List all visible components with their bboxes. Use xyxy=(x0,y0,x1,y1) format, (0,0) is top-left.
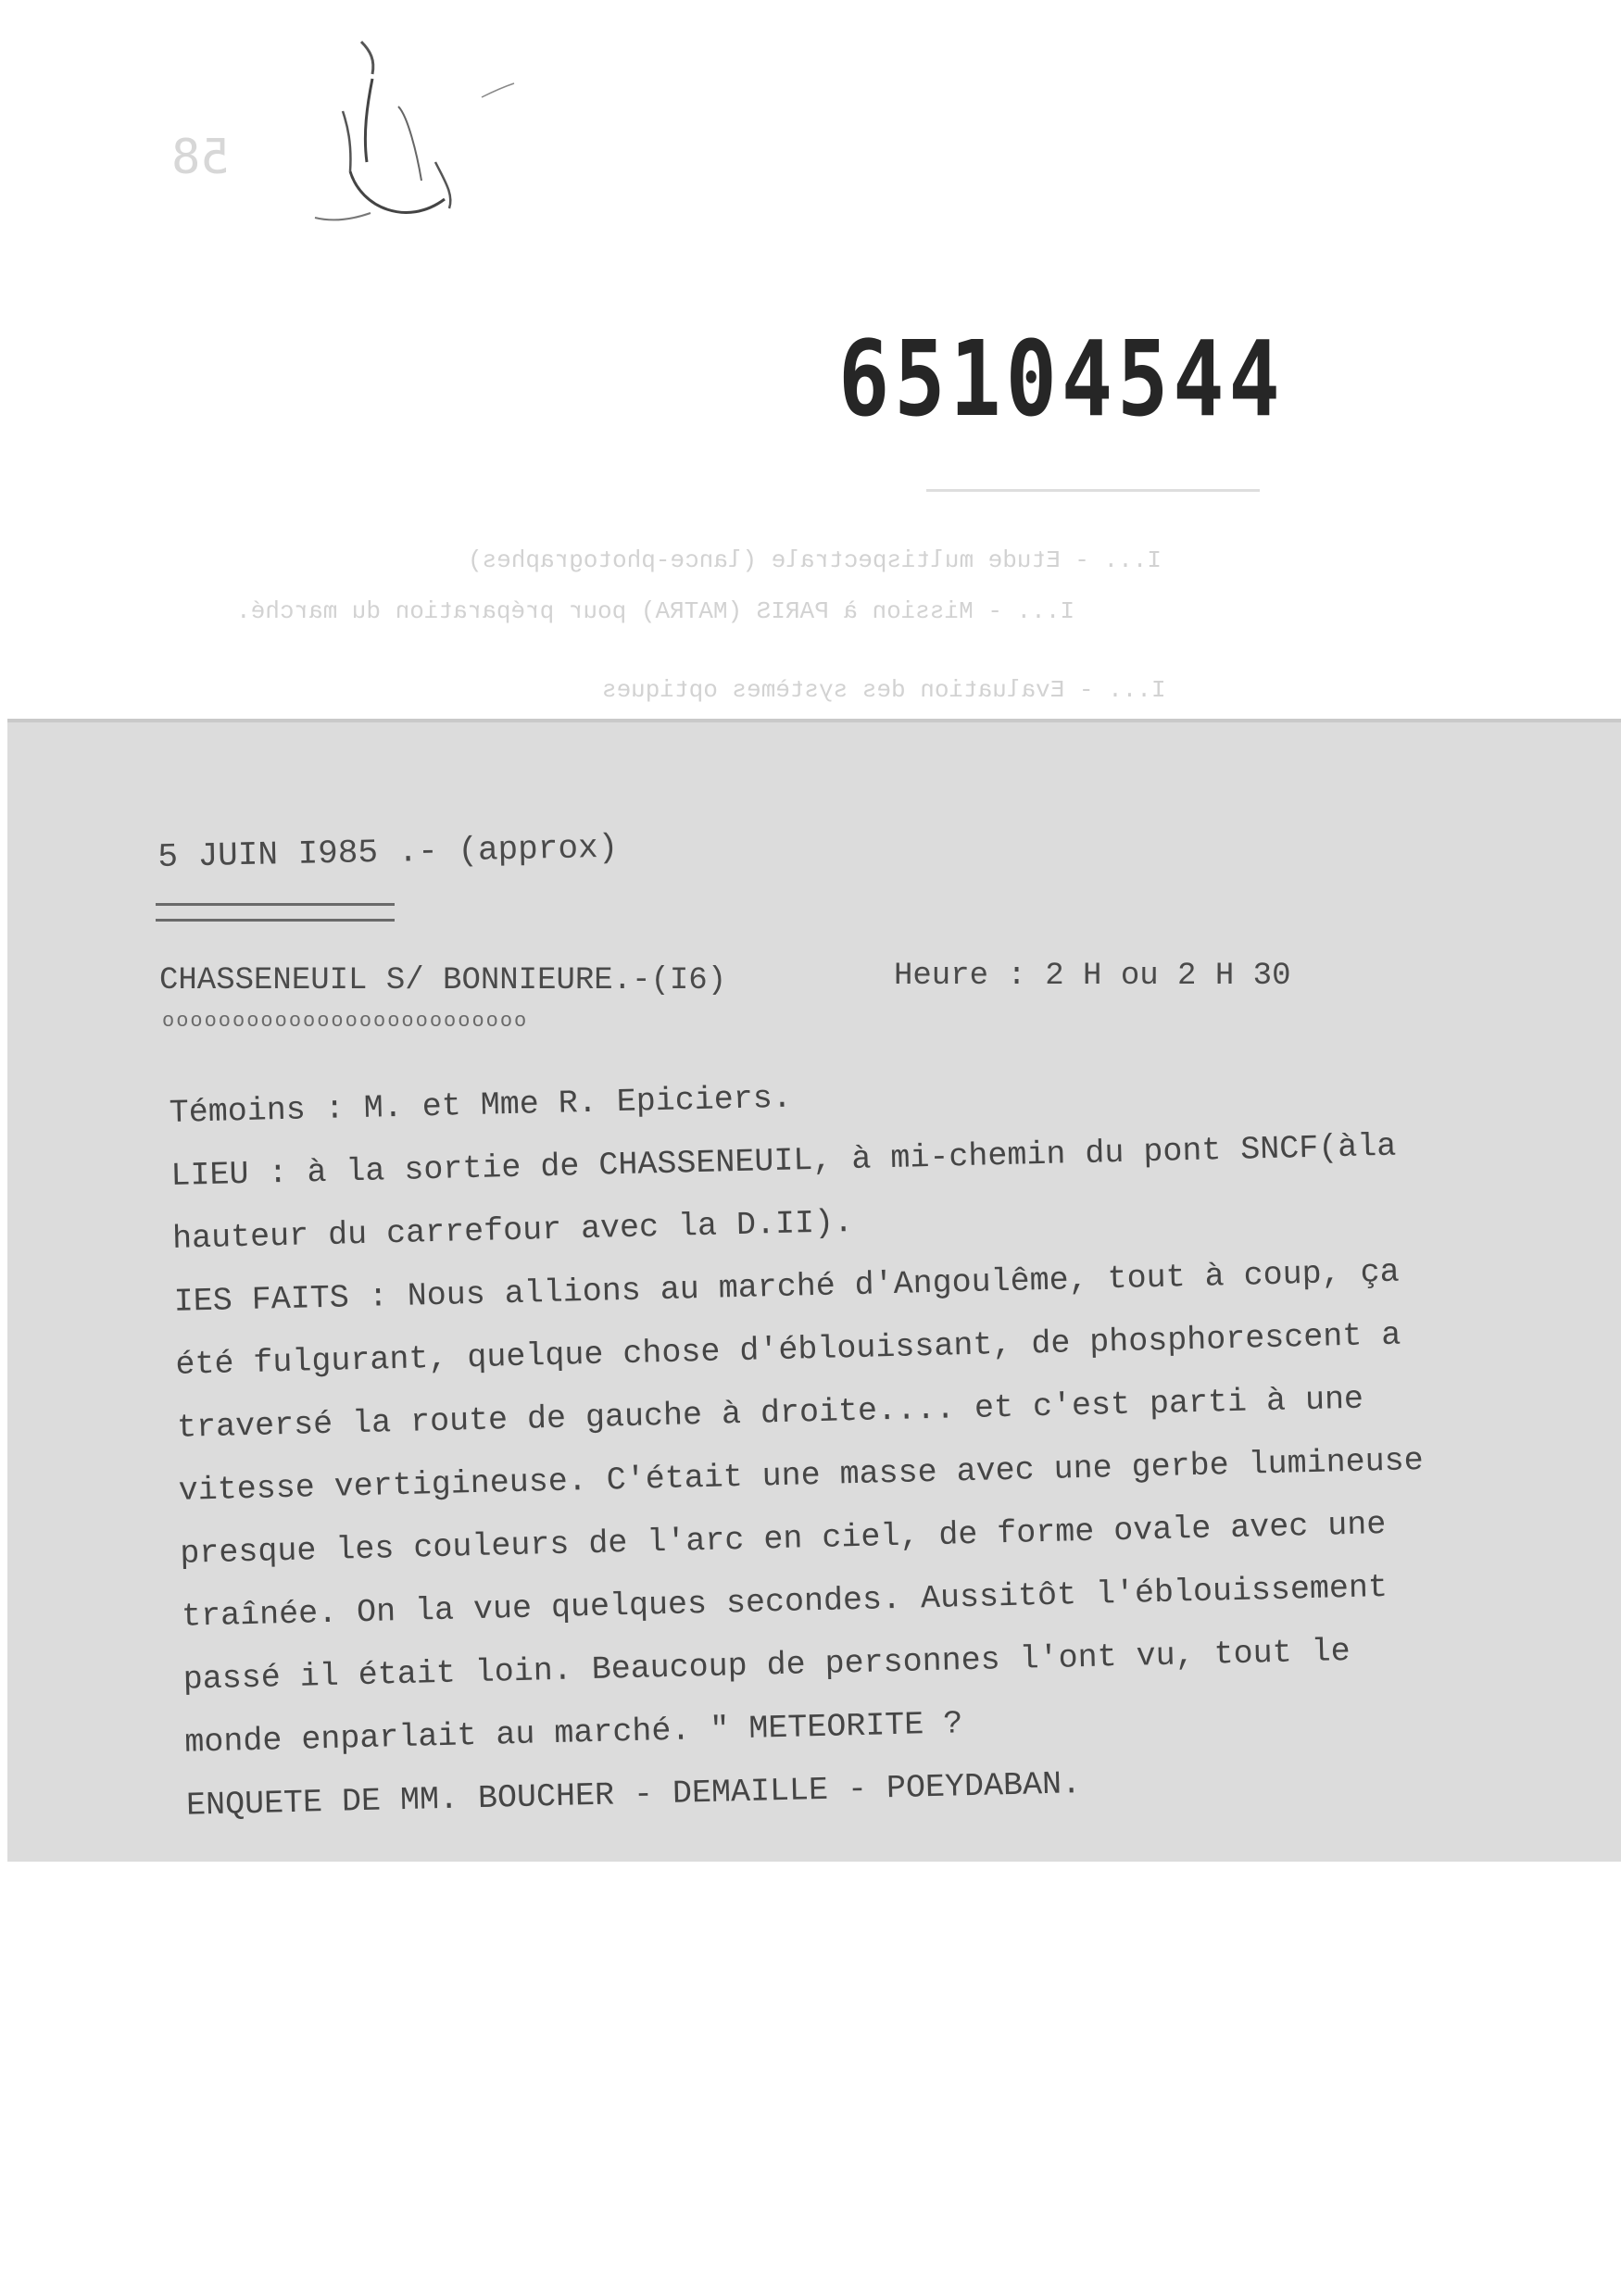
bleed-through-page-number: 58 xyxy=(171,130,230,185)
report-body xyxy=(169,1048,1576,1837)
date-heading: 5 JUIN I985 .- (approx) xyxy=(157,828,619,876)
bleed-through-line-1: I... - Etude multispectrale (lance-photographes) xyxy=(468,546,1162,574)
location-heading: CHASSENEUIL S/ BONNIEURE.-(I6) xyxy=(159,963,727,998)
time-label: Heure : 2 H ou 2 H 30 xyxy=(894,959,1291,994)
report-line: monde enparlait au marché. " METEORITE ? xyxy=(183,1705,963,1762)
report-line: hauteur du carrefour avec la D.II). xyxy=(171,1203,854,1258)
report-line: ENQUETE DE MM. BOUCHER - DEMAILLE - POEYDABAN. xyxy=(185,1765,1082,1825)
report-line: Témoins : M. et Mme R. Epiciers. xyxy=(169,1079,793,1132)
report-line: LIEU : à la sortie de CHASSENEUIL, à mi-chemin du pont SNCF(àla xyxy=(170,1127,1397,1195)
report-line: vitesse vertigineuse. C'était une masse avec une gerbe lumineuse xyxy=(178,1442,1425,1510)
report-line: passé il était loin. Beaucoup de personnes l'ont vu, tout le xyxy=(182,1633,1351,1699)
file-number-stamp: 65104544 xyxy=(838,320,1285,440)
heading-double-underline xyxy=(156,903,395,922)
report-line: traversé la route de gauche à droite.... et c'est parti à une xyxy=(176,1380,1364,1447)
circles-underline: oooooooooooooooooooooooooo xyxy=(162,1010,529,1033)
report-line: presque les couleurs de l'arc en ciel, de forme ovale avec une xyxy=(179,1506,1387,1573)
bleed-through-line-3: I... - Evaluation des systèmes optiques xyxy=(602,676,1166,704)
report-line: été fulgurant, quelque chose d'éblouissant, de phosphorescent a xyxy=(174,1316,1401,1384)
report-line: IES FAITS : Nous allions au marché d'Angoulême, tout à coup, ça xyxy=(173,1253,1401,1321)
bleed-through-line-2: I... - Mission à PARIS (MATRA) pour préparation du marché. xyxy=(236,597,1074,625)
bleed-through-rule xyxy=(926,489,1260,492)
handwritten-scribble xyxy=(306,23,528,236)
report-line: traînée. On la vue quelques secondes. Aussitôt l'éblouissement xyxy=(181,1569,1389,1636)
